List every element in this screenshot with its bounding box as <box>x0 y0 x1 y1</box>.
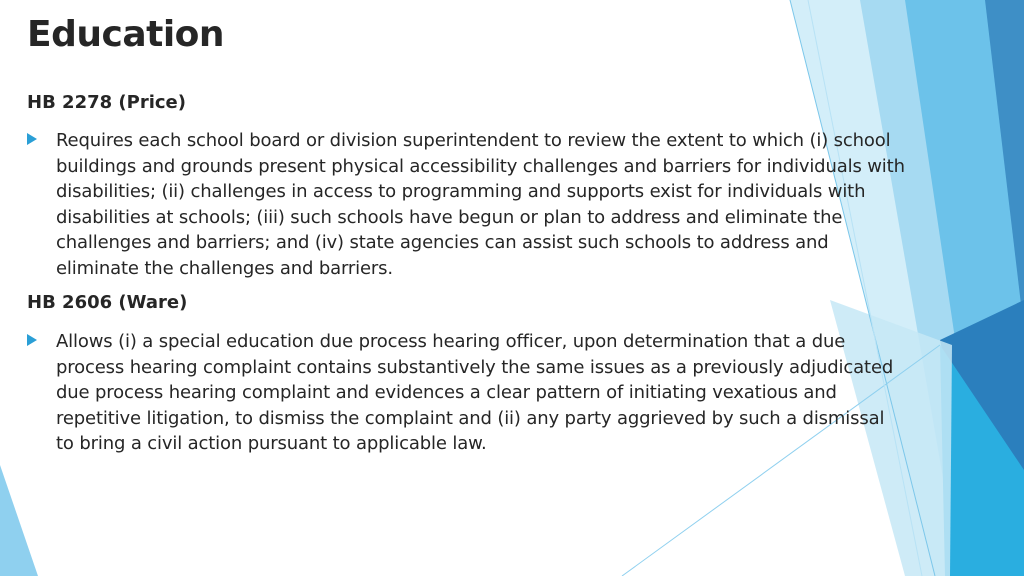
bullet-hb-2278 <box>27 128 907 282</box>
right-triangle-arrow-icon <box>27 334 37 346</box>
bullet-text-hb-2278: Requires each school board or division superintendent to review the extent to which (i) school buildings and grounds present physical accessibility challenges and barriers for individuals with disabilities; (ii) challenges in access to programming and supports exist for individuals with disabilities at schools; (iii) such schools have begun or plan to address and eliminate the challenges and barriers; and (iv) state agencies can assist such schools to address and eliminate the challenges and barriers. <box>56 130 905 279</box>
left-edge-shape <box>0 465 38 576</box>
section-heading-hb-2606: HB 2606 (Ware) <box>27 292 188 313</box>
section-heading-hb-2278: HB 2278 (Price) <box>27 92 186 113</box>
right-triangle-arrow-icon <box>27 133 37 145</box>
slide-title: Education <box>27 14 225 55</box>
bullet-text-hb-2606: Allows (i) a special education due process hearing officer, upon determination that a due process hearing complaint contains substantively the same issues as a previously adjudicated due process hearing complaint and evidences a clear pattern of initiating vexatious and repetitive litigation, to dismiss the complaint and (ii) any party aggrieved by such a dismissal to bring a civil action pursuant to applicable law. <box>56 331 894 455</box>
bullet-hb-2606 <box>27 329 907 457</box>
